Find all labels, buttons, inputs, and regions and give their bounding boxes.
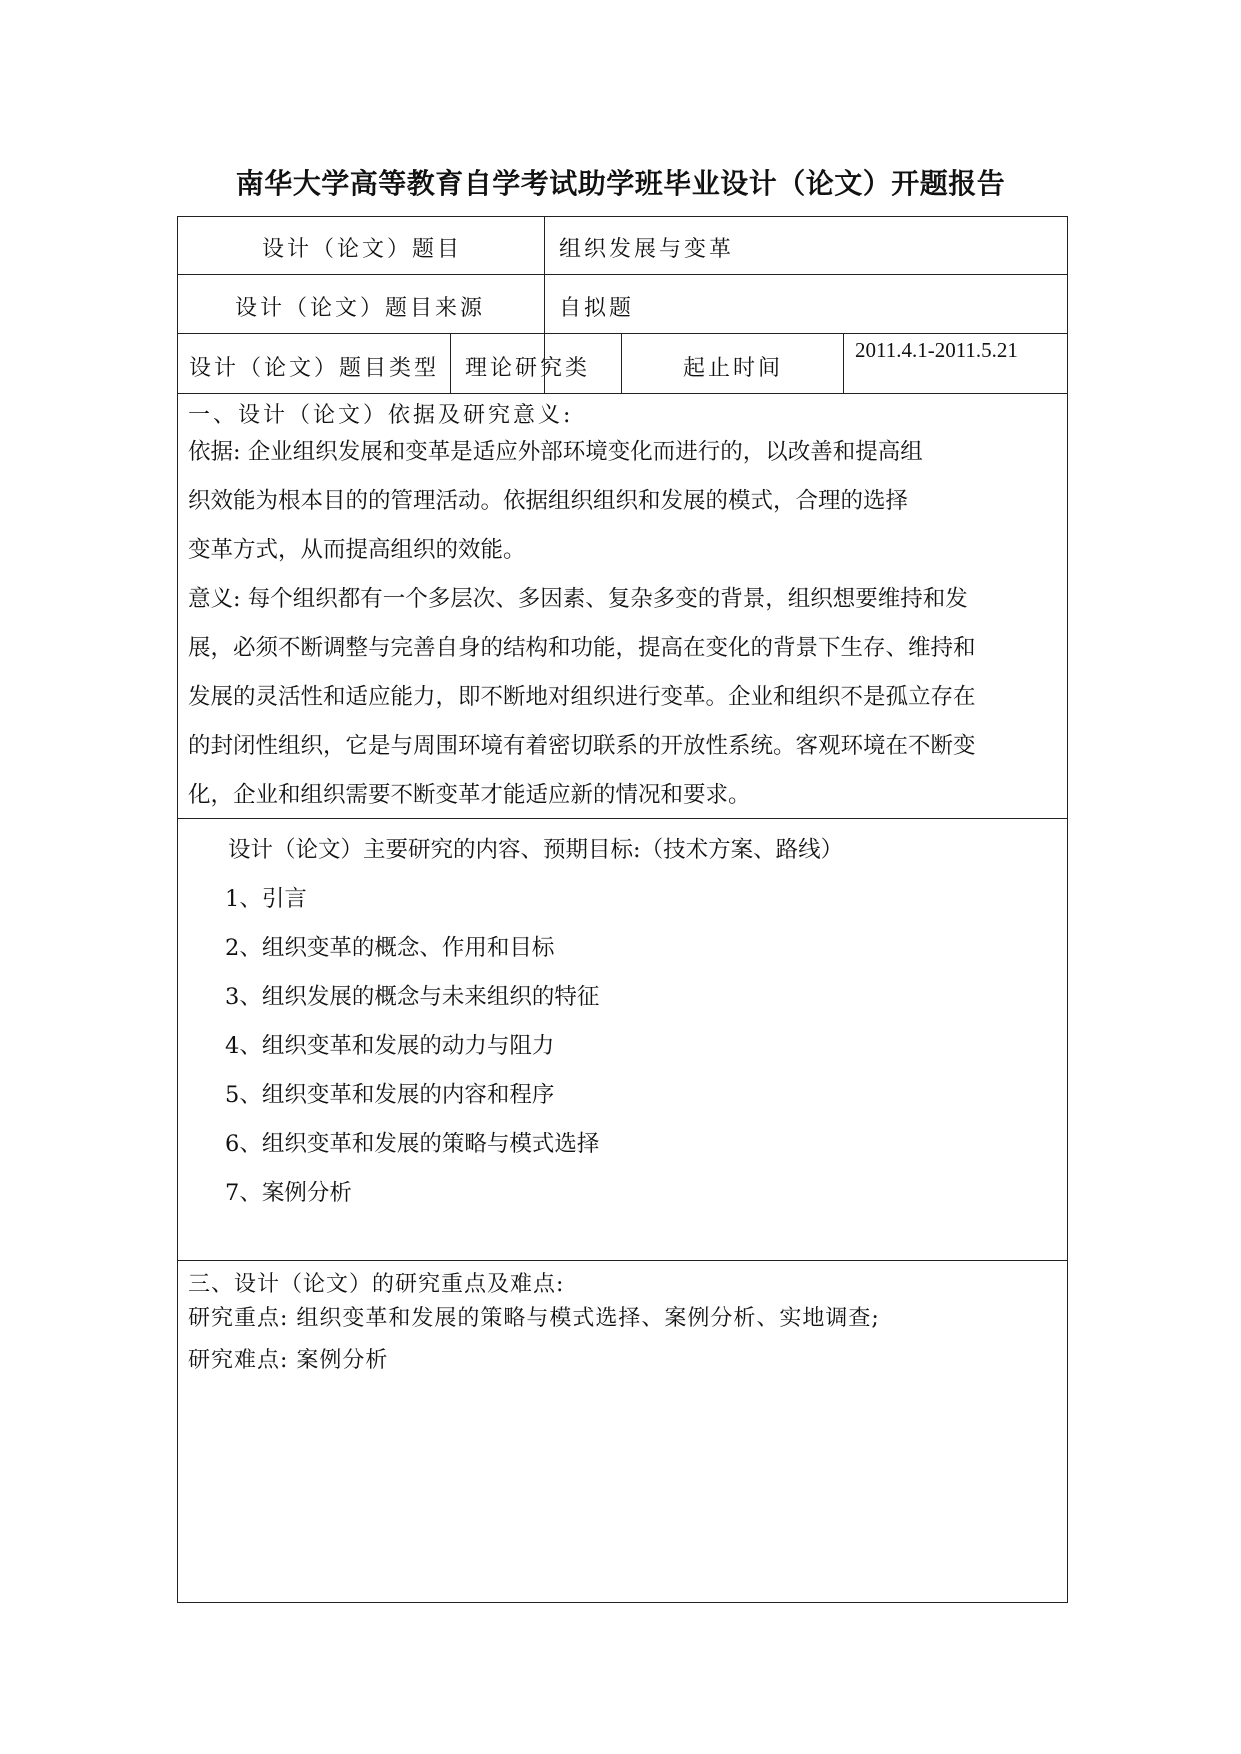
section3-heading: 三、设计（论文）的研究重点及难点: (188, 1272, 565, 1297)
significance-line: 展，必须不断调整与完善自身的结构和功能，提高在变化的背景下生存、维持和 (188, 635, 976, 661)
section1-heading: 一、设计（论文）依据及研究意义: (188, 403, 574, 428)
basis-line: 织效能为根本目的的管理活动。依据组织组织和发展的模式，合理的选择 (188, 488, 909, 514)
column-divider (843, 333, 844, 393)
content-list-item: 7、案例分析 (225, 1180, 352, 1206)
row-divider (177, 274, 1068, 275)
topic-value: 组织发展与变革 (559, 237, 735, 262)
source-label: 设计（论文）题目来源 (235, 296, 486, 321)
content-list-item: 6、组织变革和发展的策略与模式选择 (225, 1131, 600, 1157)
significance-line: 意义: 每个组织都有一个多层次、多因素、复杂多变的背景，组织想要维持和发 (188, 586, 968, 612)
significance-line: 的封闭性组织，它是与周围环境有着密切联系的开放性系统。客观环境在不断变 (188, 733, 976, 759)
type-value: 理论研究类 (465, 356, 591, 381)
document-title: 南华大学高等教育自学考试助学班毕业设计（论文）开题报告 (235, 167, 1006, 200)
difficulties-text: 研究难点: 案例分析 (188, 1348, 389, 1373)
content-list-item: 3、组织发展的概念与未来组织的特征 (225, 984, 600, 1010)
column-divider (450, 333, 451, 393)
period-value: 2011.4.1-2011.5.21 (855, 338, 1018, 362)
row-divider (177, 333, 1068, 334)
period-label: 起止时间 (683, 356, 784, 381)
type-label: 设计（论文）题目类型 (189, 356, 440, 381)
topic-label: 设计（论文）题目 (262, 237, 463, 262)
basis-paragraph (188, 428, 1060, 575)
basis-line: 依据: 企业组织发展和变革是适应外部环境变化而进行的，以改善和提高组 (188, 439, 923, 465)
source-value: 自拟题 (559, 296, 635, 321)
key-points-text: 研究重点: 组织变革和发展的策略与模式选择、案例分析、实地调查; (188, 1306, 880, 1331)
column-divider (621, 333, 622, 393)
content-list-item: 1、引言 (225, 886, 307, 912)
row-divider (177, 393, 1068, 394)
content-list-item: 2、组织变革的概念、作用和目标 (225, 935, 555, 961)
content-list-item: 5、组织变革和发展的内容和程序 (225, 1082, 555, 1108)
section2-heading: 设计（论文）主要研究的内容、预期目标:（技术方案、路线） (228, 837, 844, 863)
significance-line: 化，企业和组织需要不断变革才能适应新的情况和要求。 (188, 782, 751, 808)
significance-line: 发展的灵活性和适应能力，即不断地对组织进行变革。企业和组织不是孤立存在 (188, 684, 976, 710)
basis-line: 变革方式，从而提高组织的效能。 (188, 537, 526, 563)
content-list-item: 4、组织变革和发展的动力与阻力 (225, 1033, 555, 1059)
significance-paragraph (188, 575, 1060, 820)
row-divider (177, 1260, 1068, 1261)
